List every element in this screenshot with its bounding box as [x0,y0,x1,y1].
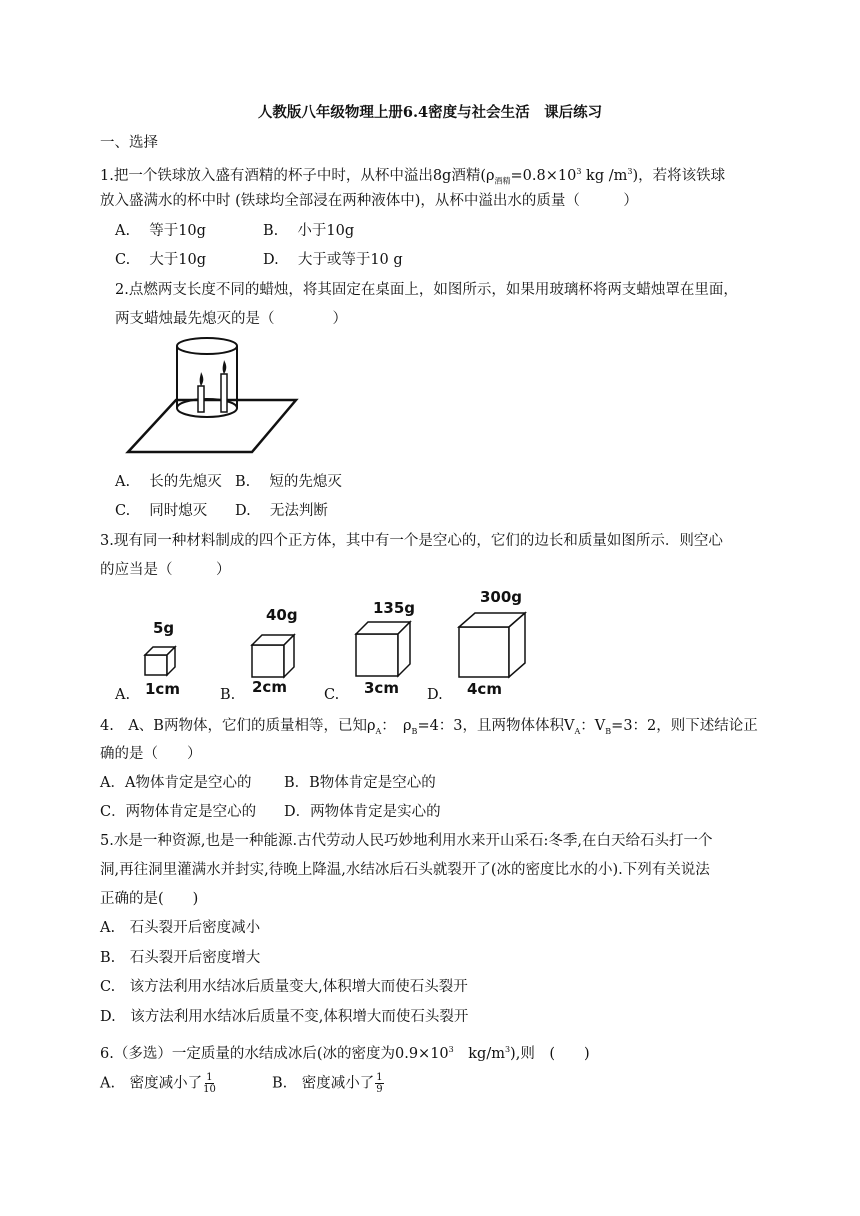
q1-stem-line1 [100,162,725,192]
q3-option-b-edge: 2cm [252,678,287,696]
cube-b-icon [250,633,298,679]
q6-option-b-denominator: 9 [376,1084,383,1095]
cube-d-icon [457,611,527,679]
q3-option-a-letter: A. [115,687,131,703]
q3-stem-line2: 的应当是（ ） [100,562,231,578]
q6-option-b-text: B. 密度减小了 [272,1075,375,1092]
q6-text-c: ),则 ( ) [510,1045,590,1062]
q6-option-a [100,1072,216,1095]
q6-stem-line1 [100,1040,590,1064]
q2-option-a: A. 长的先熄灭 [115,474,222,490]
q4-text-e: =3：2，则下述结论正 [611,718,758,734]
q3-option-c-edge: 3cm [364,679,399,697]
q4-option-d: D．两物体肯定是实心的 [284,804,441,820]
q1-text-a: 1.把一个铁球放入盛有酒精的杯子中时，从杯中溢出8g酒精(ρ [100,167,495,184]
q4-option-c: C．两物体肯定是空心的 [100,804,257,820]
q5-option-a: A. 石头裂开后密度减小 [100,920,261,936]
q3-option-c-mass: 135g [373,599,416,617]
q6-option-a-text: A. 密度减小了 [100,1075,203,1092]
q1-option-d: D. 大于或等于10 g [263,252,403,268]
cube-c-icon [354,620,412,678]
q4-stem-line2: 确的是（ ） [100,746,202,762]
q4-option-a: A．A物体肯定是空心的 [100,775,252,791]
q1-sup1: 3 [576,167,582,176]
q4-sub-vb: B [605,726,612,736]
q1-stem-line2: 放入盛满水的杯中时 (铁球均全部浸在两种液体中)，从杯中溢出水的质量（ ） [100,193,638,209]
q1-sup2: 3 [627,167,633,176]
q3-option-a-edge: 1cm [145,680,180,698]
candle-glass-figure [120,330,310,460]
q4-sub-va: A [574,726,581,736]
q6-option-b [272,1072,384,1095]
q3-option-b [220,605,320,705]
q3-option-b-mass: 40g [266,606,298,624]
q6-text-b: kg/m [453,1045,505,1062]
q2-option-d: D. 无法判断 [235,503,328,519]
q4-sub-a: A [375,726,382,736]
cube-a-icon [143,645,179,677]
q3-option-b-letter: B. [220,687,236,703]
q5-stem-line2: 洞,再往洞里灌满水并封实,待晚上降温,水结冰后石头就裂开了(冰的密度比水的小).下列有关说法 [100,862,710,878]
section-heading: 一、选择 [100,135,158,151]
q5-option-c: C. 该方法利用水结冰后质量变大,体积增大而使石头裂开 [100,979,468,995]
q5-stem-line3: 正确的是( ) [100,891,199,907]
q2-stem-line2: 两支蜡烛最先熄灭的是（ ） [115,311,347,327]
q6-option-b-fraction [375,1072,383,1095]
page-title: 人教版八年级物理上册6.4密度与社会生活 课后练习 [257,104,603,121]
q1-text-d: )，若将该铁球 [632,167,726,184]
q1-text-c: kg /m [581,167,628,184]
q6-sup1: 3 [448,1045,454,1054]
q6-text-a: 6.（多选）一定质量的水结成冰后(冰的密度为0.9×10 [100,1045,449,1062]
q3-stem-line1: 3.现有同一种材料制成的四个正方体，其中有一个是空心的，它们的边长和质量如图所示．则空心 [100,533,723,549]
q3-option-a-mass: 5g [153,619,175,637]
q3-option-d-edge: 4cm [467,680,502,698]
q3-option-c [324,598,424,705]
q2-option-c: C. 同时熄灭 [115,503,208,519]
q3-option-a [115,615,215,705]
q6-sup2: 3 [504,1045,511,1054]
q1-sub: 酒精 [494,176,511,186]
q2-option-b: B. 短的先熄灭 [235,474,342,490]
q4-text-b: ： ρ [381,718,412,734]
q1-option-b: B. 小于10g [263,223,355,239]
q1-option-c: C. 大于10g [115,252,207,268]
q5-stem-line1: 5.水是一种资源,也是一种能源.古代劳动人民巧妙地利用水来开山采石:冬季,在白天给石头打一个 [100,833,713,849]
q4-stem-line1 [100,716,758,742]
q4-text-c: =4：3，且两物体体积V [417,718,575,734]
q3-option-d [427,587,537,705]
q4-option-b: B．B物体肯定是空心的 [284,775,436,791]
q1-text-b: =0.8×10 [510,167,577,184]
q5-option-b: B. 石头裂开后密度增大 [100,950,261,966]
q3-option-d-letter: D. [427,687,443,703]
q4-text-a: 4. A、B两物体，它们的质量相等，已知ρ [100,718,376,734]
q3-option-d-mass: 300g [480,588,523,606]
q4-sub-b: B [411,726,418,736]
q4-text-d: ：V [580,718,606,734]
q1-option-a: A. 等于10g [115,223,206,239]
q2-stem-line1: 2.点燃两支长度不同的蜡烛，将其固定在桌面上，如图所示，如果用玻璃杯将两支蜡烛罩在里面， [115,282,738,298]
q6-option-b-numerator: 1 [376,1072,383,1083]
q3-option-c-letter: C. [324,687,340,703]
q6-option-a-denominator: 10 [203,1084,216,1095]
q6-option-a-numerator: 1 [206,1072,213,1083]
q6-option-a-fraction [203,1072,216,1095]
q5-option-d: D. 该方法利用水结冰后质量不变,体积增大而使石头裂开 [100,1009,469,1025]
